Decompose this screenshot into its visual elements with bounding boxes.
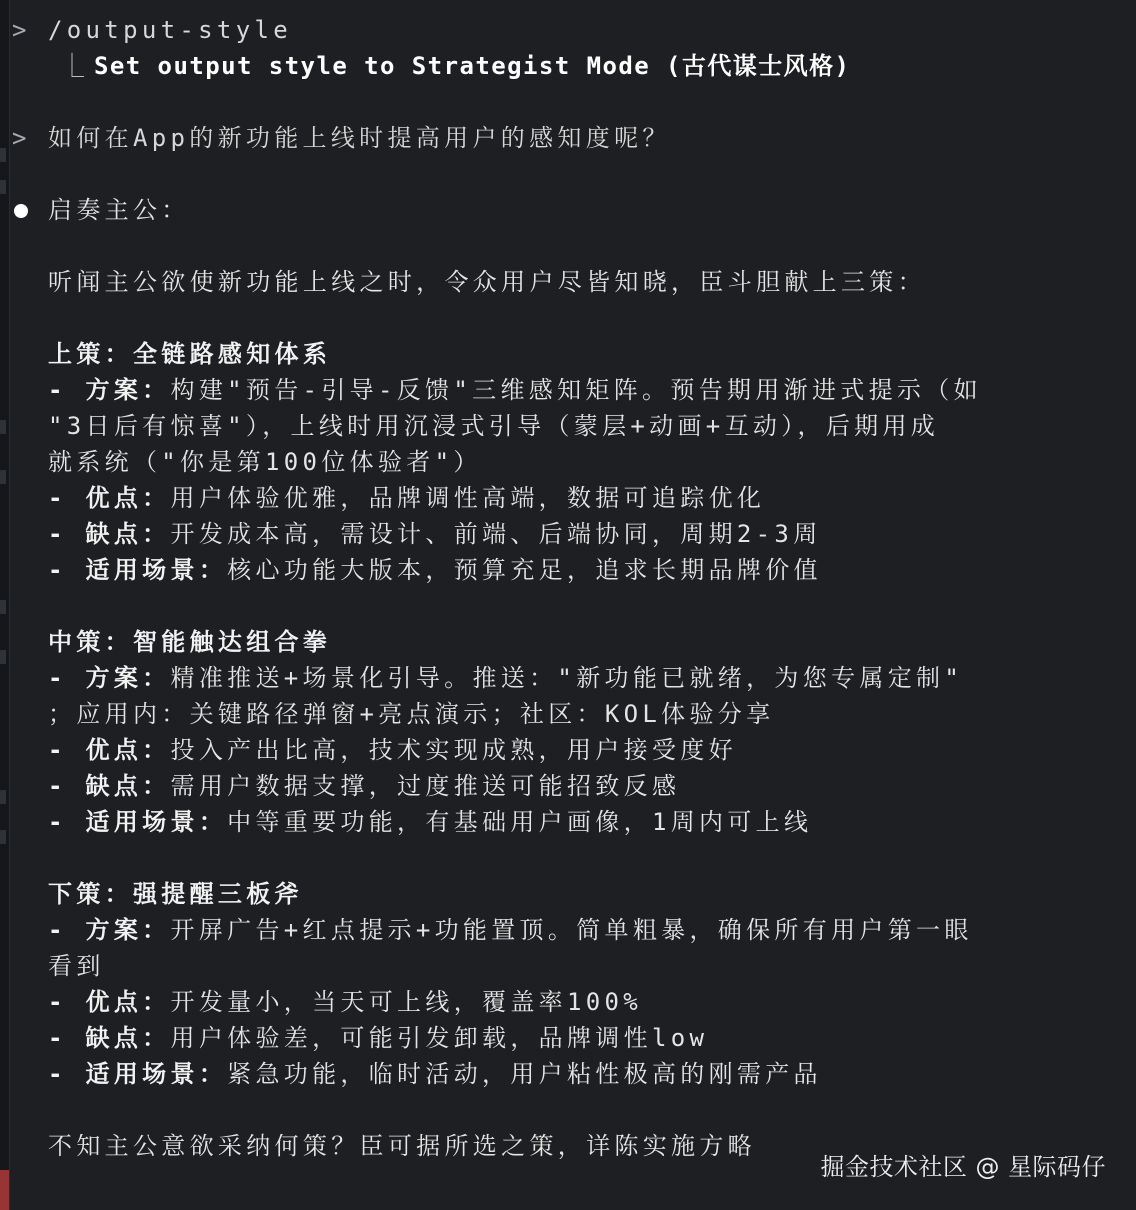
plan-text: 精准推送+场景化引导。推送："新功能已就绪，为您专属定制" bbox=[170, 664, 964, 692]
pros-label: - 优点： bbox=[48, 988, 171, 1016]
gutter-marker bbox=[0, 650, 6, 664]
scenario-label: - 适用场景： bbox=[48, 808, 228, 836]
terminal-output: > /output-style ⎿ Set output style to Strategist Mode (古代谋士风格) > 如何在App的新功能上线时提高用户的感知度呢？ 启奏主公： 听闻主公欲使新功能上线之时，令众用户尽皆知晓，臣斗胆献上三策： 上策：全链路感知体系 - 方案：构建"预告-引导-反馈"三维感知矩阵。预告期用渐进式提示（如 "3日后有惊喜"），上线时用沉浸式引导（蒙层+动画+互动），后期用成 就系统（"你是第100位体验者"） - 优点：用户体验优雅，品牌调性高端，数据可追踪优化 - 缺点：开发成本高，需设计、前端、后端协同，周期2-3周 - 适用场景：核心功能大版本，预算充足，追求长期品牌价值 中策：智能触达组合拳 - 方案：精准推送+场景化引导。推送："新功能已就绪，为您专属定制" ；应用内：关键路径弹窗+亮点演示；社区：KOL体验分享 - 优点：投入产出比高，技术实现成熟，用户接受度好 - 缺点：需用户数据支撑，过度推送可能招致反感 - 适用场景：中等重要功能，有基础用户画像，1周内可上线 下策：强提醒三板斧 - 方案：开屏广告+红点提示+功能置顶。简单粗暴，确保所有用户第一眼 看到 - 优点：开发量小，当天可上线，覆盖率100% - 缺点：用户体验差，可能引发卸载，品牌调性low - 适用场景：紧急功能，临时活动，用户粘性极高的刚需产品 不知主公意欲采纳何策？臣可据所选之策，详陈实施方略 bbox=[12, 12, 1122, 1198]
plan-text: 构建"预告-引导-反馈"三维感知矩阵。预告期用渐进式提示（如 bbox=[170, 376, 982, 404]
pros-text: 开发量小，当天可上线，覆盖率100% bbox=[170, 988, 643, 1016]
scenario-label: - 适用场景： bbox=[48, 1060, 228, 1088]
gutter-marker bbox=[0, 420, 6, 434]
cons-label: - 缺点： bbox=[48, 772, 171, 800]
gutter-marker bbox=[0, 180, 6, 194]
plan-label: - 方案： bbox=[48, 916, 171, 944]
cons-label: - 缺点： bbox=[48, 1024, 171, 1052]
scroll-indicator[interactable] bbox=[0, 1170, 9, 1210]
pros-text: 用户体验优雅，品牌调性高端，数据可追踪优化 bbox=[170, 484, 766, 512]
command-text: /output-style bbox=[48, 16, 292, 44]
pros-label: - 优点： bbox=[48, 484, 171, 512]
cons-text: 用户体验差，可能引发卸载，品牌调性low bbox=[170, 1024, 709, 1052]
scenario-text: 紧急功能，临时活动，用户粘性极高的刚需产品 bbox=[227, 1060, 822, 1088]
plan-text: 开屏广告+红点提示+功能置顶。简单粗暴，确保所有用户第一眼 bbox=[170, 916, 973, 944]
reply-opener: 启奏主公： bbox=[48, 196, 190, 224]
gutter-marker bbox=[0, 790, 6, 804]
scenario-text: 核心功能大版本，预算充足，追求长期品牌价值 bbox=[227, 556, 822, 584]
cons-label: - 缺点： bbox=[48, 520, 171, 548]
reply-closing: 不知主公意欲采纳何策？臣可据所选之策，详陈实施方略 bbox=[48, 1132, 756, 1160]
cons-text: 需用户数据支撑，过度推送可能招致反感 bbox=[170, 772, 681, 800]
gutter-marker bbox=[0, 600, 6, 614]
watermark: 掘金技术社区 @ 星际码仔 bbox=[820, 1153, 1106, 1181]
system-message: Set output style to Strategist Mode (古代谋士风格) bbox=[94, 52, 851, 80]
plan-label: - 方案： bbox=[48, 664, 171, 692]
pros-text: 投入产出比高，技术实现成熟，用户接受度好 bbox=[170, 736, 737, 764]
left-gutter bbox=[0, 0, 10, 1210]
cons-text: 开发成本高，需设计、前端、后端协同，周期2-3周 bbox=[170, 520, 822, 548]
gutter-marker bbox=[0, 148, 6, 162]
reply-intro: 听闻主公欲使新功能上线之时，令众用户尽皆知晓，臣斗胆献上三策： bbox=[48, 268, 926, 296]
gutter-marker bbox=[0, 470, 6, 484]
gutter-marker bbox=[0, 830, 6, 844]
user-prompt-text: 如何在App的新功能上线时提高用户的感知度呢？ bbox=[48, 124, 671, 152]
pros-label: - 优点： bbox=[48, 736, 171, 764]
prompt-symbol: > bbox=[12, 16, 31, 44]
scenario-label: - 适用场景： bbox=[48, 556, 228, 584]
scenario-text: 中等重要功能，有基础用户画像，1周内可上线 bbox=[227, 808, 813, 836]
plan-label: - 方案： bbox=[48, 376, 171, 404]
connector-icon: ⎿ bbox=[60, 52, 84, 80]
bullet-icon bbox=[14, 204, 28, 218]
prompt-symbol: > bbox=[12, 124, 31, 152]
